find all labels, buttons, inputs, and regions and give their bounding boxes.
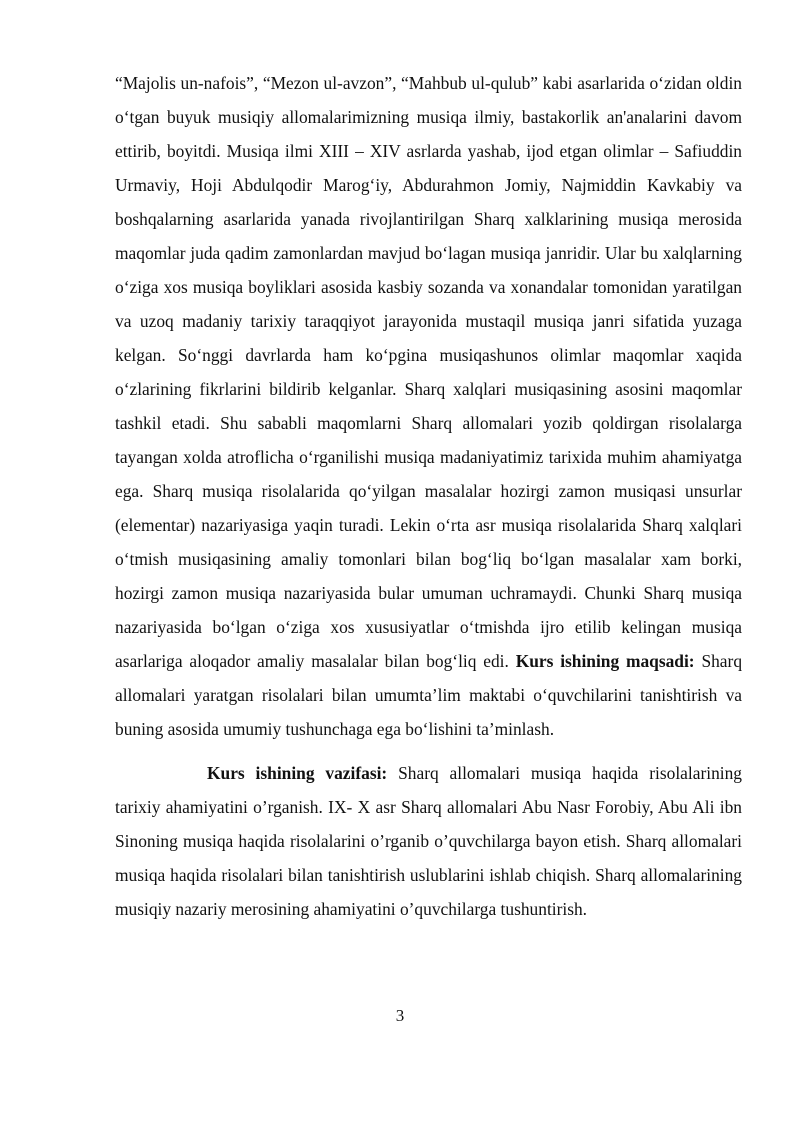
paragraph-text: Sharq allomalari musiqa haqida risolalarining tarixiy ahamiyatini o’rganish. IX- X asr Sharq allomalari Abu Nasr Forobiy, Abu Ali ibn Sinoning musiqa haqida risolalarini o’rganib o’quvchilarga bayon etish. Sharq allomalari musiqa haqida risolalari bilan tanishtirish uslublarini ishlab chiqish. Sharq allomalarining musiqiy nazariy merosining ahamiyatini o’quvchilarga tushuntirish. xyxy=(115,763,742,919)
paragraph-text: Sharq allomalari yaratgan risolalari bilan umumta’lim maktabi o‘quvchilarini tanishtirish va buning asosida umumiy tushunchaga ega bo‘lishini ta’minlash. xyxy=(115,651,743,739)
body-paragraph-1 xyxy=(115,66,742,746)
page-number: 3 xyxy=(395,1006,405,1025)
aim-heading: Kurs ishining maqsadi: xyxy=(515,651,695,671)
document-page xyxy=(115,66,742,926)
paragraph-text: “Majolis un-nafois”, “Mezon ul-avzon”, “Mahbub ul-qulub” kabi asarlarida o‘zidan oldin o‘tgan buyuk musiqiy allomalarimizning musiqa ilmiy, bastakorlik an'analarini davom ettirib, boyitdi. Musiqa ilmi XIII – XIV asrlarda yashab, ijod etgan olimlar – Safiuddin Urmaviy, Hoji Abdulqodir Marog‘iy, Abdurahmon Jomiy, Najmiddin Kavkabiy va boshqalarning asarlarida yanada rivojlantirilgan Sharq xalklarining musiqa merosida maqomlar juda qadim zamonlardan mavjud bo‘lagan musiqa janridir. Ular bu xalqlarning o‘ziga xos musiqa boyliklari asosida kasbiy sozanda va xonandalar tomonidan yaratilgan va uzoq madaniy tarixiy taraqqiyot jarayonida mustaqil musiqa janri sifatida yuzaga kelgan. So‘nggi davrlarda ham ko‘pgina musiqashunos olimlar maqomlar xaqida o‘zlarining fikrlarini bildirib kelganlar. Sharq xalqlari musiqasining asosini maqomlar tashkil etadi. Shu sababli maqomlarni Sharq allomalari yozib qoldirgan risolalarga tayangan xolda atroflicha o‘rganilishi musiqa madaniyatimiz tarixida muhim ahamiyatga ega. Sharq musiqa risolalarida qo‘yilgan masalalar hozirgi zamon musiqasi unsurlar (elementar) nazariyasiga yaqin turadi. Lekin o‘rta asr musiqa risolalarida Sharq xalqlari o‘tmish musiqasining amaliy tomonlari bilan bog‘liq bo‘lgan masalalar xam borki, hozirgi zamon musiqa nazariyasida bular umuman uchramaydi. Chunki Sharq musiqa nazariyasida bo‘lgan o‘ziga xos xususiyatlar o‘tmishda ijro etilib kelingan musiqa asarlariga aloqador amaliy masalalar bilan bog‘liq edi. xyxy=(115,73,742,671)
tasks-heading: Kurs ishining vazifasi: xyxy=(207,763,388,783)
body-paragraph-2 xyxy=(115,756,742,926)
